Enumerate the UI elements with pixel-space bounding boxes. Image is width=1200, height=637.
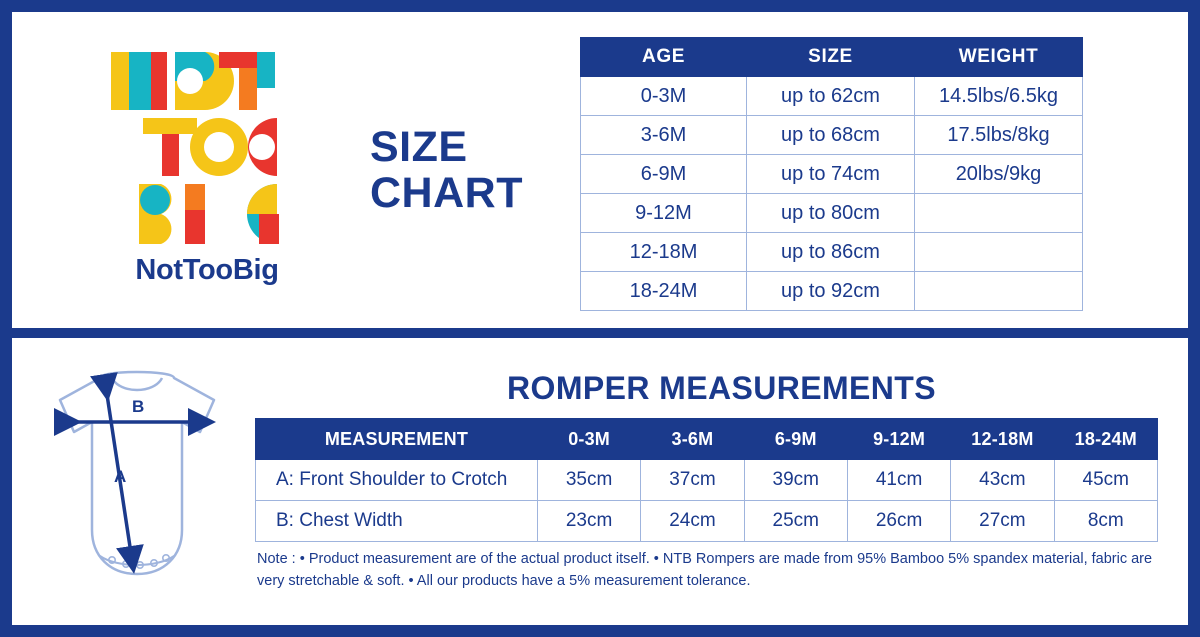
meas-row-label: B: Chest Width: [256, 501, 538, 542]
meas-table-header-row: [256, 419, 1158, 460]
size-table-header-size: SIZE: [747, 38, 915, 77]
table-row: [581, 155, 1083, 194]
section-divider: [12, 328, 1188, 338]
meas-cell: 26cm: [847, 501, 950, 542]
size-cell-weight: 14.5lbs/6.5kg: [915, 77, 1083, 116]
meas-header-12-18m: 12-18M: [951, 419, 1054, 460]
size-cell-age: 12-18M: [581, 233, 747, 272]
meas-cell: 8cm: [1054, 501, 1157, 542]
romper-measurements-table: [255, 418, 1158, 542]
meas-cell: 35cm: [537, 460, 640, 501]
size-cell-weight: [915, 233, 1083, 272]
meas-cell: 43cm: [951, 460, 1054, 501]
size-cell-age: 18-24M: [581, 272, 747, 311]
size-cell-age: 6-9M: [581, 155, 747, 194]
logo-mark-icon: [109, 50, 305, 246]
table-row: [256, 501, 1158, 542]
romper-measurements-section: [12, 338, 1188, 625]
size-cell-weight: 17.5lbs/8kg: [915, 116, 1083, 155]
diagram-label-a: A: [114, 467, 127, 486]
meas-cell: 24cm: [641, 501, 744, 542]
table-row: [581, 233, 1083, 272]
meas-header-measurement: MEASUREMENT: [256, 419, 538, 460]
size-cell-size: up to 86cm: [747, 233, 915, 272]
size-cell-age: 3-6M: [581, 116, 747, 155]
romper-illustration-svg: [32, 360, 242, 610]
romper-section-title: ROMPER MEASUREMENTS: [507, 370, 936, 406]
romper-diagram: [32, 360, 242, 610]
size-cell-size: up to 92cm: [747, 272, 915, 311]
size-table-header-row: [581, 38, 1083, 77]
page-title: [370, 124, 570, 217]
measurement-note: Note : • Product measurement are of the actual product itself. • NTB Rompers are made from 95% Bamboo 5% spandex material, fabric are very stretchable & soft. • All our products have a 5% measurement tolerance.: [257, 551, 1153, 590]
table-row: [581, 272, 1083, 311]
size-table-header-weight: WEIGHT: [915, 38, 1083, 77]
meas-header-6-9m: 6-9M: [744, 419, 847, 460]
meas-cell: 39cm: [744, 460, 847, 501]
table-row: [581, 194, 1083, 233]
brand-name: NotTooBig: [135, 254, 279, 286]
size-cell-weight: [915, 272, 1083, 311]
meas-cell: 45cm: [1054, 460, 1157, 501]
meas-cell: 23cm: [537, 501, 640, 542]
size-table-header-age: AGE: [581, 38, 747, 77]
page-title-line1: SIZE: [370, 123, 468, 171]
page-title-line2: CHART: [370, 169, 523, 218]
meas-cell: 27cm: [951, 501, 1054, 542]
size-cell-age: 0-3M: [581, 77, 747, 116]
meas-header-0-3m: 0-3M: [537, 419, 640, 460]
meas-cell: 25cm: [744, 501, 847, 542]
meas-header-18-24m: 18-24M: [1054, 419, 1157, 460]
table-row: [256, 460, 1158, 501]
table-row: [581, 77, 1083, 116]
size-cell-size: up to 80cm: [747, 194, 915, 233]
diagram-label-b: B: [132, 397, 145, 416]
size-cell-weight: 20lbs/9kg: [915, 155, 1083, 194]
logo-svg: [109, 50, 305, 246]
size-cell-age: 9-12M: [581, 194, 747, 233]
size-cell-size: up to 68cm: [747, 116, 915, 155]
size-cell-weight: [915, 194, 1083, 233]
size-table: [580, 37, 1083, 311]
meas-cell: 37cm: [641, 460, 744, 501]
meas-header-3-6m: 3-6M: [641, 419, 744, 460]
meas-header-9-12m: 9-12M: [847, 419, 950, 460]
brand-logo: [92, 50, 322, 287]
size-cell-size: up to 62cm: [747, 77, 915, 116]
meas-row-label: A: Front Shoulder to Crotch: [256, 460, 538, 501]
table-row: [581, 116, 1083, 155]
meas-cell: 41cm: [847, 460, 950, 501]
size-chart-section: [12, 12, 1188, 328]
size-cell-size: up to 74cm: [747, 155, 915, 194]
